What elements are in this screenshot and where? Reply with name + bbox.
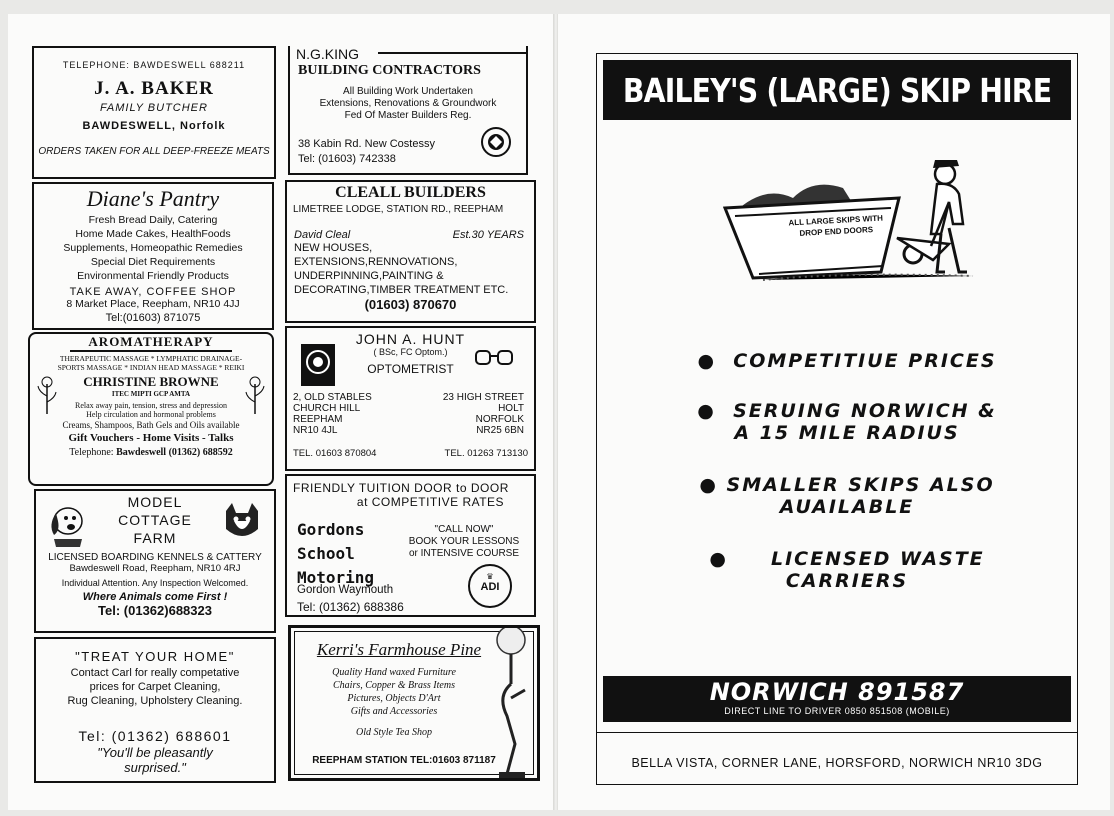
skip-label-1: ALL LARGE SKIPS WITH	[788, 213, 884, 228]
king-line-2: Extensions, Renovations & Groundwork	[319, 98, 497, 109]
treat-ad	[34, 637, 276, 783]
king-ad	[288, 46, 528, 175]
bailey-bullet-3-line-2: AUAILABLE	[779, 496, 915, 518]
pantry-line-5: Environmental Friendly Products	[77, 270, 229, 282]
king-title: BUILDING CONTRACTORS	[298, 63, 481, 78]
kerri-footer: REEPHAM STATION TEL:01603 871187	[312, 755, 496, 766]
bailey-bullet-2-line-1: ● SERUING NORWICH &	[697, 400, 997, 422]
treat-line-3: Rug Cleaning, Upholstery Cleaning.	[67, 695, 243, 707]
hunt-left-addr-4: NR10 4JL	[293, 425, 338, 436]
gordons-line-2: at COMPETITIVE RATES	[356, 495, 505, 509]
aroma-line-1: THERAPEUTIC MASSAGE * LYMPHATIC DRAINAGE-	[59, 354, 243, 363]
gordons-tel: Tel: (01362) 688386	[297, 600, 404, 614]
bailey-bullet-1	[667, 350, 1027, 372]
hunt-quals: ( BSc, FC Optom.)	[373, 347, 448, 357]
gordons-name-3: Motoring	[297, 568, 375, 587]
treat-line-1: Contact Carl for really competative	[70, 667, 240, 679]
cleall-address: LIMETREE LODGE, STATION RD., REEPHAM	[293, 204, 504, 215]
bailey-bullets	[667, 350, 1027, 616]
hunt-right-addr-1: 23 HIGH STREET	[442, 392, 524, 403]
pantry-ad	[32, 182, 274, 330]
adi-badge-icon: ♛ ADI	[468, 564, 512, 608]
treat-quote-1: "You'll be pleasantly	[97, 745, 213, 760]
baker-town: BAWDESWELL, Norfolk	[82, 120, 226, 132]
aroma-telephone	[30, 447, 272, 458]
treat-line-2: prices for Carpet Cleaning,	[89, 681, 221, 693]
cleall-line-3: UNDERPINNING,PAINTING &	[294, 270, 444, 282]
bailey-bullet-4-line-1: ● LICENSED WASTE	[709, 548, 985, 570]
farm-tel: Tel: (01362)688323	[98, 603, 212, 618]
king-name: N.G.KING	[296, 46, 360, 62]
gordons-ad	[285, 474, 536, 617]
bailey-address: BELLA VISTA, CORNER LANE, HORSFORD, NORWICH NR10 3DG	[631, 756, 1043, 770]
bailey-title: BAILEY'S (LARGE) SKIP HIRE	[622, 70, 1052, 110]
bailey-bullet-1-line-1: ● COMPETITIUE PRICES	[697, 350, 997, 372]
hunt-right-addr-2: HOLT	[498, 403, 524, 414]
gordons-name-2: School	[297, 544, 355, 563]
pantry-line-4: Special Diet Requirements	[90, 256, 216, 268]
kerri-line-3: Pictures, Objects D'Art	[347, 693, 441, 704]
hunt-left-addr-1: 2, OLD STABLES	[293, 392, 372, 403]
pantry-address: 8 Market Place, Reepham, NR10 4JJ	[66, 298, 240, 310]
flower-icon	[244, 374, 266, 419]
aroma-tel: Bawdeswell (01362) 688592	[116, 447, 233, 458]
gordons-course: or INTENSIVE COURSE	[408, 548, 520, 559]
aroma-line-5: Creams, Shampoos, Bath Gels and Oils available	[62, 420, 240, 430]
aroma-title: AROMATHERAPY	[70, 334, 232, 352]
cleall-est: Est.30 YEARS	[452, 229, 524, 241]
pantry-line-1: Fresh Bread Daily, Catering	[88, 214, 218, 226]
pantry-tel: Tel:(01603) 871075	[105, 312, 201, 324]
king-address: 38 Kabin Rd. New Costessy	[298, 138, 435, 150]
kerri-line-1: Quality Hand waxed Furniture	[332, 667, 456, 678]
hunt-name: JOHN A. HUNT	[355, 331, 466, 347]
bailey-phone: NORWICH 891587	[709, 678, 965, 706]
gordons-line-1: FRIENDLY TUITION DOOR to DOOR	[293, 481, 509, 495]
adi-badge-text: ADI	[480, 581, 500, 593]
farm-line-2: Bawdeswell Road, Reepham, NR10 4RJ	[69, 563, 241, 574]
cleall-line-4: DECORATING,TIMBER TREATMENT ETC.	[294, 284, 509, 296]
king-line-1: All Building Work Undertaken	[343, 86, 473, 97]
farm-name-2: COTTAGE	[118, 512, 192, 528]
federation-seal-icon	[480, 126, 512, 158]
bailey-bullet-3-line-1: ● SMALLER SKIPS ALSO	[699, 474, 995, 496]
flower-icon	[36, 374, 58, 419]
bailey-direct-line: DIRECT LINE TO DRIVER 0850 851508 (MOBILE)	[724, 706, 950, 716]
hunt-right-addr-3: NORFOLK	[475, 414, 524, 425]
cleall-person: David Cleal	[294, 229, 351, 241]
baker-ad	[32, 46, 276, 179]
bailey-ad	[596, 53, 1078, 785]
kerri-line-2: Chairs, Copper & Brass Items	[333, 680, 455, 691]
cleall-tel: (01603) 870670	[364, 297, 457, 312]
aroma-tel-label: Telephone:	[69, 447, 117, 458]
lamp-statue-icon	[487, 625, 531, 781]
kerri-line-4: Gifts and Accessories	[350, 706, 438, 717]
hunt-right-addr-4: NR25 6BN	[476, 425, 524, 436]
king-tel: Tel: (01603) 742338	[298, 153, 396, 165]
farm-name-1: MODEL	[127, 494, 183, 510]
cleall-title: CLEALL BUILDERS	[335, 184, 486, 201]
kerri-name: Kerri's Farmhouse Pine	[316, 640, 482, 659]
baker-name: J. A. BAKER	[94, 78, 214, 99]
gordons-call: "CALL NOW"	[434, 524, 494, 535]
aroma-line-4: Help circulation and hormonal problems	[86, 410, 216, 419]
pantry-line-2: Home Made Cakes, HealthFoods	[75, 228, 231, 240]
farm-name-3: FARM	[133, 530, 177, 546]
farm-line-1: LICENSED BOARDING KENNELS & CATTERY	[48, 552, 262, 563]
aroma-gifts: Gift Vouchers - Home Visits - Talks	[68, 432, 234, 444]
pantry-takeaway: TAKE AWAY, COFFEE SHOP	[69, 286, 237, 298]
aroma-ad	[28, 332, 274, 486]
hunt-tel-right: TEL. 01263 713130	[444, 448, 528, 459]
gordons-name-1: Gordons	[297, 520, 365, 539]
cat-icon	[222, 501, 262, 548]
gordons-book: BOOK YOUR LESSONS	[408, 536, 520, 547]
hunt-left-addr-2: CHURCH HILL	[293, 403, 361, 414]
glasses-icon	[474, 348, 514, 375]
cleall-ad	[285, 180, 536, 323]
farm-line-3: Individual Attention. Any Inspection Welcomed.	[61, 578, 249, 588]
treat-quote-2: surprised."	[124, 760, 186, 775]
aroma-line-2: SPORTS MASSAGE * INDIAN HEAD MASSAGE * REIKI	[57, 363, 245, 372]
bailey-bullet-2	[667, 400, 1027, 444]
hunt-tel-left: TEL. 01603 870804	[293, 448, 377, 459]
kerri-tea: Old Style Tea Shop	[355, 727, 432, 738]
bailey-bullet-4	[667, 548, 1027, 592]
pantry-name: Diane's Pantry	[86, 186, 220, 211]
aroma-name: CHRISTINE BROWNE	[83, 374, 219, 389]
cleall-line-2: EXTENSIONS,RENNOVATIONS,	[294, 256, 458, 268]
kerri-ad	[288, 625, 540, 781]
hunt-ad	[285, 326, 536, 471]
pantry-line-3: Supplements, Homeopathic Remedies	[63, 242, 243, 254]
farm-slogan: Where Animals come First !	[82, 591, 228, 603]
farm-ad	[34, 489, 276, 633]
baker-orders: ORDERS TAKEN FOR ALL DEEP-FREEZE MEATS	[38, 146, 270, 157]
bailey-bullet-4-line-2: CARRIERS	[785, 570, 909, 592]
skip-label-2: DROP END DOORS	[799, 225, 874, 238]
king-line-3: Fed Of Master Builders Reg.	[344, 110, 472, 121]
aroma-line-3: Relax away pain, tension, stress and depression	[75, 401, 227, 410]
baker-telephone: TELEPHONE: BAWDESWELL 688211	[62, 60, 246, 70]
cleall-line-1: NEW HOUSES,	[294, 242, 373, 254]
treat-title: "TREAT YOUR HOME"	[75, 649, 235, 664]
hunt-role: OPTOMETRIST	[367, 362, 454, 376]
optometry-logo-icon	[301, 344, 335, 386]
dog-icon	[44, 501, 88, 552]
aroma-quals: ITEC MIPTI GCP AMTA	[111, 390, 191, 398]
baker-trade: FAMILY BUTCHER	[100, 102, 208, 114]
bailey-bullet-2-line-2: A 15 MILE RADIUS	[734, 422, 960, 444]
hunt-left-addr-3: REEPHAM	[293, 414, 343, 425]
bailey-bullet-3	[667, 474, 1027, 518]
gordons-person: Gordon Waymouth	[297, 584, 394, 596]
treat-tel: Tel: (01362) 688601	[78, 728, 232, 744]
